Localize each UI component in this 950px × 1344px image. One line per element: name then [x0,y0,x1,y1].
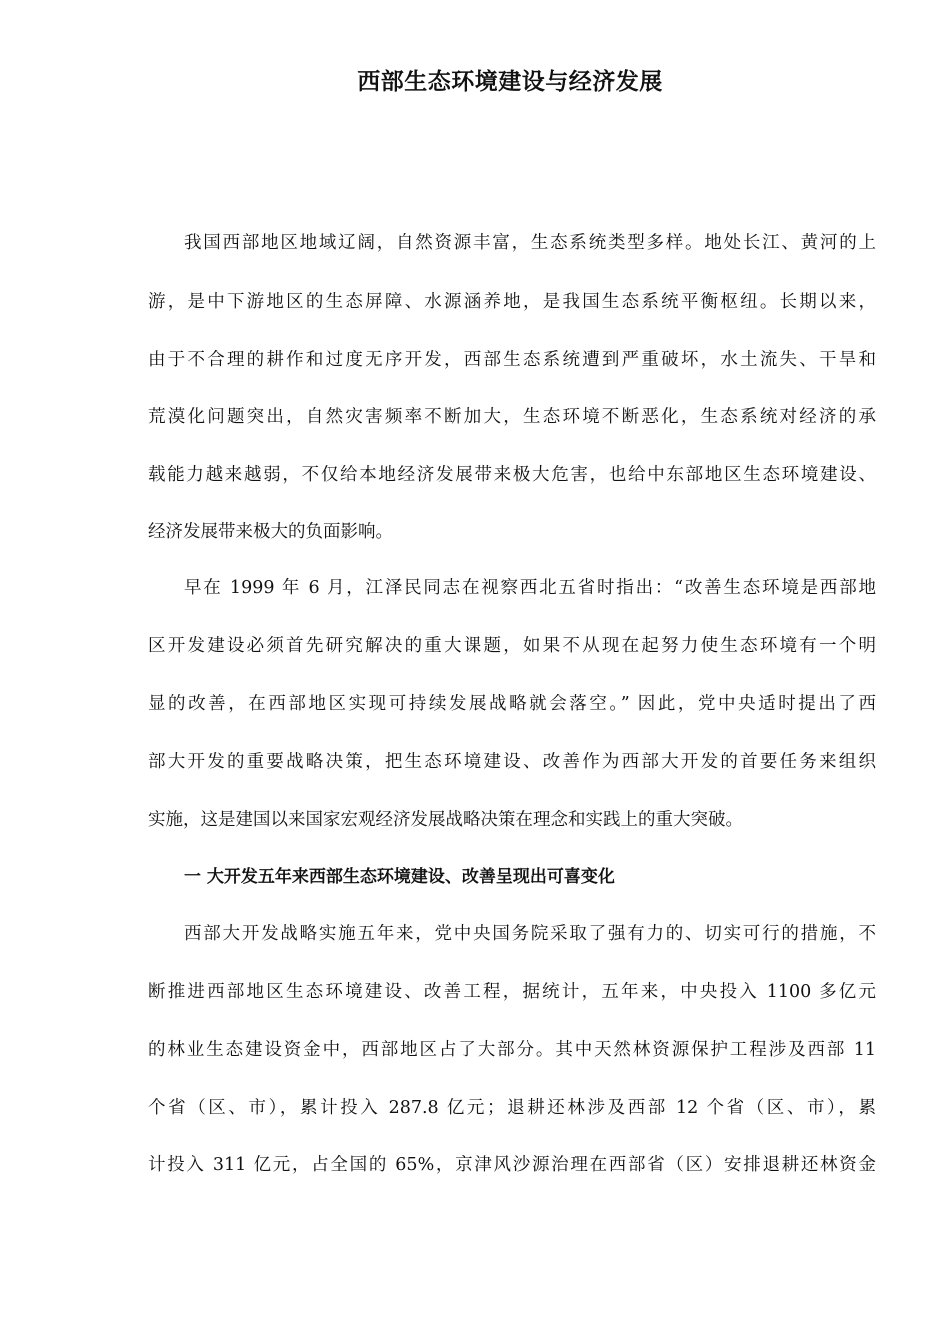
paragraph-line: 早在 1999 年 6 月，江泽民同志在视察西北五省时指出：“改善生态环境是西部地 [184,578,876,598]
paragraph-line: 荒漠化问题突出，自然灾害频率不断加大，生态环境不断恶化，生态系统对经济的承 [148,407,876,427]
paragraph-line: 个省（区、市），累计投入 287.8 亿元；退耕还林涉及西部 12 个省（区、市），累 [148,1098,876,1118]
paragraph-line: 计投入 311 亿元，占全国的 65%，京津风沙源治理在西部省（区）安排退耕还林资金 [148,1155,876,1175]
paragraph-line: 载能力越来越弱，不仅给本地经济发展带来极大危害，也给中东部地区生态环境建设、 [148,465,876,485]
paragraph-line: 实施，这是建国以来国家宏观经济发展战略决策在理念和实践上的重大突破。 [148,810,743,830]
paragraph-line: 我国西部地区地域辽阔，自然资源丰富，生态系统类型多样。地处长江、黄河的上 [184,233,876,253]
paragraph-line: 游，是中下游地区的生态屏障、水源涵养地，是我国生态系统平衡枢纽。长期以来， [148,292,876,312]
paragraph-line: 部大开发的重要战略决策，把生态环境建设、改善作为西部大开发的首要任务来组织 [148,752,876,772]
section-heading: 一 大开发五年来西部生态环境建设、改善呈现出可喜变化 [184,867,615,887]
paragraph-line: 经济发展带来极大的负面影响。 [148,522,393,542]
paragraph-line: 的林业生态建设资金中，西部地区占了大部分。其中天然林资源保护工程涉及西部 11 [148,1040,876,1060]
paragraph-line: 显的改善，在西部地区实现可持续发展战略就会落空。” 因此，党中央适时提出了西 [148,694,876,714]
paragraph-line: 区开发建设必须首先研究解决的重大课题，如果不从现在起努力使生态环境有一个明 [148,636,876,656]
paragraph-line: 断推进西部地区生态环境建设、改善工程，据统计，五年来，中央投入 1100 多亿元 [148,982,876,1002]
paragraph-line: 由于不合理的耕作和过度无序开发，西部生态系统遭到严重破坏，水土流失、干旱和 [148,350,876,370]
document-title: 西部生态环境建设与经济发展 [357,69,663,95]
paragraph-line: 西部大开发战略实施五年来，党中央国务院采取了强有力的、切实可行的措施，不 [184,924,876,944]
